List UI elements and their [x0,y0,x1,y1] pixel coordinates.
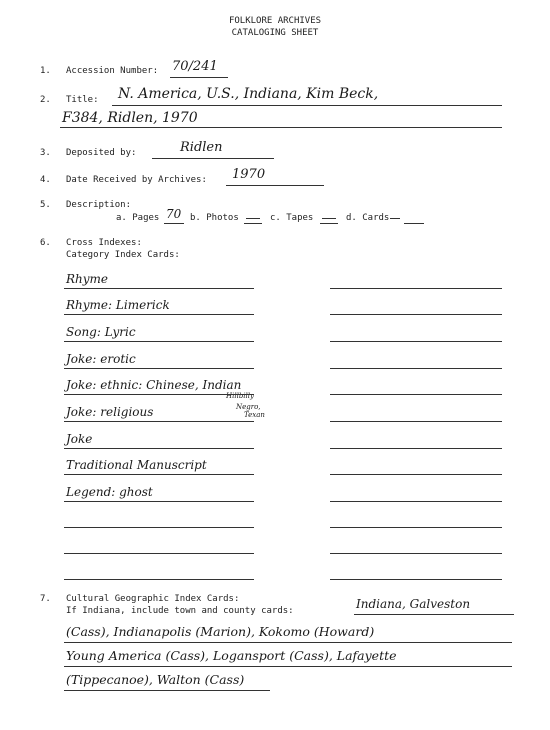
index-line [64,527,254,528]
underline [64,666,512,667]
cultural-value-line2[interactable]: (Cass), Indianapolis (Marion), Kokomo (Howard) [66,624,375,639]
index-line [64,394,254,395]
dash-mark [322,218,336,219]
index-line [64,341,254,342]
index-line [330,474,502,475]
cultural-value-line4[interactable]: (Tippecanoe), Walton (Cass) [66,672,245,687]
field-number: 7. [40,594,51,604]
index-line [330,448,502,449]
index-line [330,288,502,289]
deposited-label: Deposited by: [66,148,137,158]
annotation-hillbilly[interactable]: Hillbilly [226,392,254,400]
index-line [64,288,254,289]
date-received-label: Date Received by Archives: [66,175,207,185]
index-line [330,527,502,528]
underline [226,185,324,186]
index-line [330,394,502,395]
index-line [64,314,254,315]
index-line [330,368,502,369]
category-index-label: Category Index Cards: [66,250,180,260]
category-entry[interactable]: Traditional Manuscript [66,458,207,472]
title-value-line1[interactable]: N. America, U.S., Indiana, Kim Beck, [118,86,379,102]
annotation-negro[interactable]: Negro, [236,403,261,411]
underline [320,223,338,224]
underline [152,158,274,159]
category-entry[interactable]: Joke: religious [66,405,154,419]
index-line [330,553,502,554]
field-number: 6. [40,238,51,248]
field-number: 2. [40,95,51,105]
dash-mark [390,218,400,219]
field-number: 1. [40,66,51,76]
index-line [330,341,502,342]
underline [354,614,514,615]
date-received-value[interactable]: 1970 [232,167,266,182]
pages-label: a. Pages [116,213,160,223]
field-number: 5. [40,200,51,210]
underline [244,223,262,224]
form-title: FOLKLORE ARCHIVES [228,16,322,26]
category-entry[interactable]: Joke [66,432,93,446]
category-entry[interactable]: Song: Lyric [66,325,136,339]
underline [64,690,270,691]
index-line [64,579,254,580]
form-subtitle: CATALOGING SHEET [231,28,319,38]
title-label: Title: [66,95,99,105]
tapes-label: c. Tapes [270,213,314,223]
dash-mark [246,218,260,219]
index-line [330,314,502,315]
category-entry[interactable]: Rhyme [66,272,109,286]
index-line [330,421,502,422]
index-line [64,368,254,369]
underline [170,77,228,78]
accession-label: Accession Number: [66,66,159,76]
pages-value[interactable]: 70 [166,207,182,221]
category-entry[interactable]: Joke: erotic [66,352,136,366]
underline [404,223,424,224]
category-entry[interactable]: Legend: ghost [66,485,153,499]
photos-label: b. Photos [190,213,239,223]
cultural-label: Cultural Geographic Index Cards: [66,594,240,604]
category-entry[interactable]: Rhyme: Limerick [66,298,170,312]
description-label: Description: [66,200,132,210]
field-number: 3. [40,148,51,158]
annotation-texan[interactable]: Texan [244,411,265,419]
index-line [64,448,254,449]
index-line [64,474,254,475]
index-line [64,553,254,554]
cultural-sublabel: If Indiana, include town and county cards: [66,606,294,616]
underline [60,127,502,128]
cards-label: d. Cards [346,213,390,223]
index-line [330,501,502,502]
accession-value[interactable]: 70/241 [172,59,218,74]
category-entry[interactable]: Joke: ethnic: Chinese, Indian [66,378,242,392]
underline [64,642,512,643]
index-line [64,421,254,422]
cultural-value-line3[interactable]: Young America (Cass), Logansport (Cass), Lafayette [66,648,397,663]
underline [164,223,184,224]
cultural-value-line1[interactable]: Indiana, Galveston [356,597,471,611]
cross-indexes-label: Cross Indexes: [66,238,142,248]
underline [112,105,502,106]
field-number: 4. [40,175,51,185]
title-value-line2[interactable]: F384, Ridlen, 1970 [62,110,198,126]
index-line [64,501,254,502]
deposited-value[interactable]: Ridlen [180,140,223,155]
index-line [330,579,502,580]
